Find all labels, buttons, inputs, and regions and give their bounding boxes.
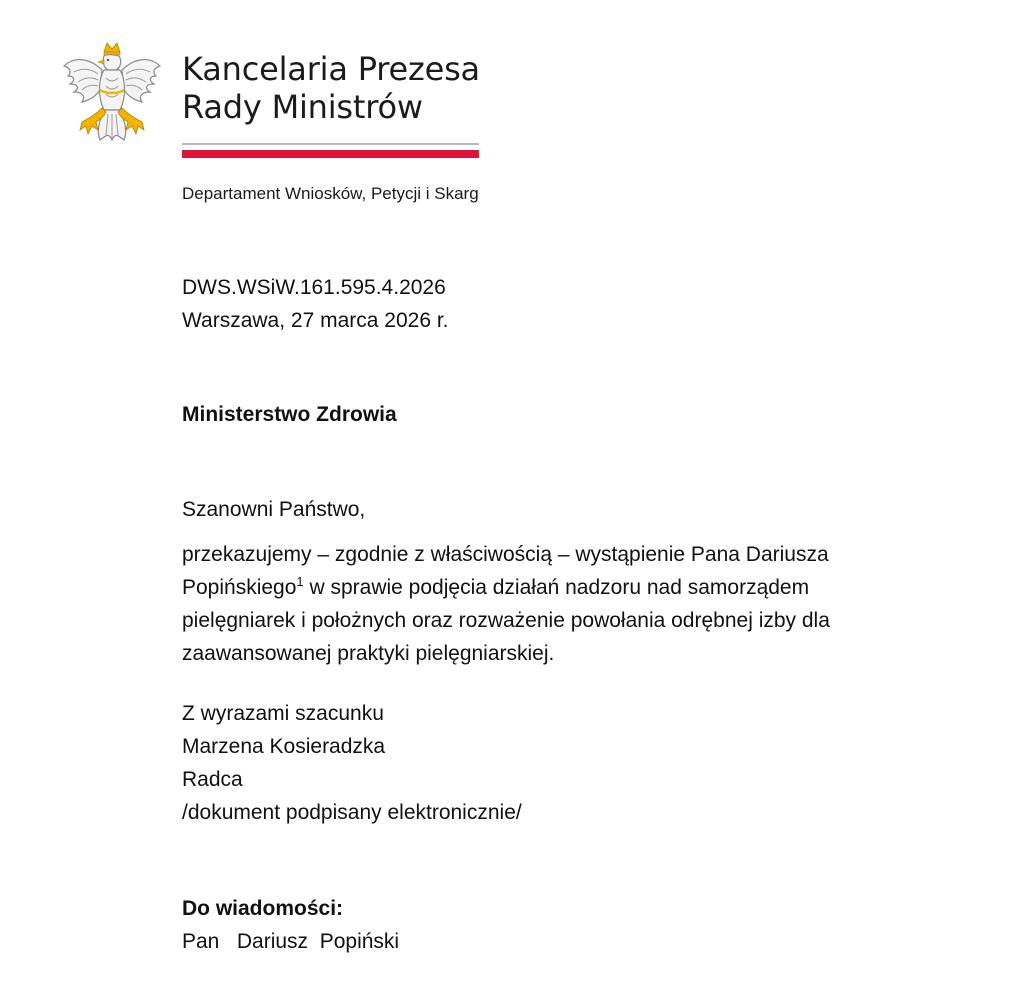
petitioner-name: Popińskiego [182,576,297,599]
organization-name-line-1: Kancelaria Prezesa [182,50,480,88]
signer-name: Marzena Kosieradzka [182,735,386,758]
case-number: DWS.WSiW.161.595.4.2026 [182,276,446,299]
header-grey-rule [182,143,479,145]
cc-person: Pan Dariusz Popiński [182,930,400,953]
paragraph-line-1: przekazujemy – zgodnie z właściwością – wystąpienie Pana Dariusza [182,543,829,566]
paragraph-line-4: zaawansowanej praktyki pielęgniarskiej. [182,642,555,665]
recipient: Ministerstwo Zdrowia [182,403,397,426]
signature-note: /dokument podpisany elektronicznie/ [182,801,522,824]
department-name: Departament Wniosków, Petycji i Skarg [182,184,479,203]
paragraph-line-2 [182,571,809,604]
salutation: Szanowni Państwo, [182,498,366,521]
closing-regards: Z wyrazami szacunku [182,702,384,725]
cc-label: Do wiadomości: [182,897,344,920]
white-eagle-emblem-icon [60,40,164,152]
place-and-date: Warszawa, 27 marca 2026 r. [182,309,449,332]
paragraph-line-2-rest: w sprawie podjęcia działań nadzoru nad samorządem [303,576,810,599]
paragraph-line-3: pielęgniarek i położnych oraz rozważenie powołania odrębnej izby dla [182,609,830,632]
organization-name-line-2: Rady Ministrów [182,88,423,126]
header-red-rule [182,150,479,158]
organization-name [182,50,480,126]
footnote-marker: 1 [296,574,304,589]
signer-title: Radca [182,768,243,791]
